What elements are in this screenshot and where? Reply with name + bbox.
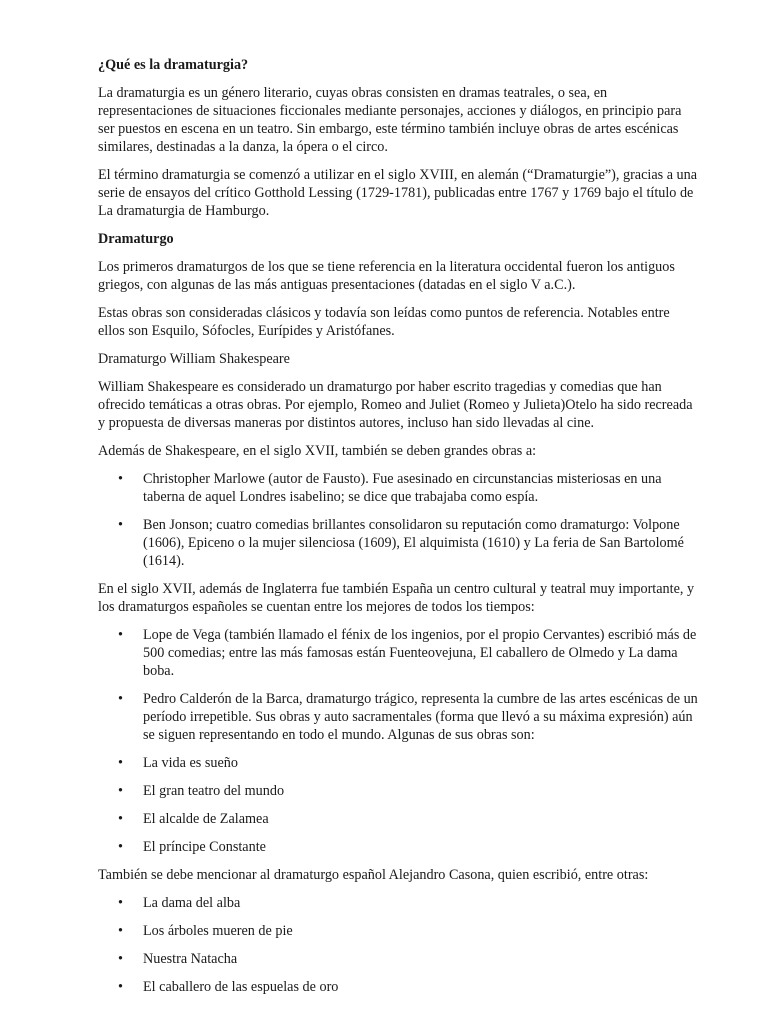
list-item: • Christopher Marlowe (autor de Fausto). Fue asesinado en circunstancias misteriosas en una taberna de aquel Londres isabelino; se dice que trabajaba como espía. xyxy=(98,470,698,506)
list-espanoles xyxy=(98,626,698,856)
list-casona xyxy=(98,894,698,996)
list-item: • El príncipe Constante xyxy=(98,838,698,856)
paragraph-shakespeare: William Shakespeare es considerado un dramaturgo por haber escrito tragedias y comedias que han ofrecido temáticas a otras obras. Por ejemplo, Romeo and Juliet (Romeo y Julieta)Otelo ha sido recreada y propuesta de diversas maneras por distintos autores, incluso han sido llevadas al cine. xyxy=(98,379,693,431)
list-ingleses xyxy=(98,470,698,570)
list-item: • Ben Jonson; cuatro comedias brillantes consolidaron su reputación como dramaturgo: Volpone (1606), Epiceno o la mujer silenciosa (1609), El alquimista (1610) y La feria de San Bartolomé (1614). xyxy=(98,516,698,570)
list-item: • La dama del alba xyxy=(98,894,698,912)
paragraph-shakespeare-title: Dramaturgo William Shakespeare xyxy=(98,351,290,367)
paragraph-clasicos: Estas obras son consideradas clásicos y todavía son leídas como puntos de referencia. Notables entre ellos son Esquilo, Sófocles, Eurípides y Aristófanes. xyxy=(98,305,670,339)
list-item: • El gran teatro del mundo xyxy=(98,782,698,800)
paragraph-casona: También se debe mencionar al dramaturgo español Alejandro Casona, quien escribió, entre otras: xyxy=(98,867,649,883)
heading-dramaturgo: Dramaturgo xyxy=(98,231,174,247)
list-item: • La vida es sueño xyxy=(98,754,698,772)
list-item: • El caballero de las espuelas de oro xyxy=(98,978,698,996)
list-item: • Los árboles mueren de pie xyxy=(98,922,698,940)
heading-que-es-dramaturgia: ¿Qué es la dramaturgia? xyxy=(98,57,249,73)
paragraph-espana: En el siglo XVII, además de Inglaterra fue también España un centro cultural y teatral muy importante, y los dramaturgos españoles se cuentan entre los mejores de todos los tiempos: xyxy=(98,581,695,615)
paragraph-origen-termino: El término dramaturgia se comenzó a utilizar en el siglo XVIII, en alemán (“Dramaturgie”), gracias a una serie de ensayos del crítico Gotthold Lessing (1729-1781), publicadas entre 1767 y 1769 bajo el título de La dramaturgia de Hamburgo. xyxy=(98,167,698,219)
list-item: • Lope de Vega (también llamado el fénix de los ingenios, por el propio Cervantes) escribió más de 500 comedias; entre las más famosas están Fuenteovejuna, El caballero de Olmedo y La dama boba. xyxy=(98,626,698,680)
paragraph-griegos: Los primeros dramaturgos de los que se tiene referencia en la literatura occidental fueron los antiguos griegos, con algunas de las más antiguas presentaciones (datadas en el siglo V a.C.). xyxy=(98,259,675,293)
paragraph-siglo-xvii: Además de Shakespeare, en el siglo XVII, también se deben grandes obras a: xyxy=(98,443,537,459)
list-item: • Nuestra Natacha xyxy=(98,950,698,968)
list-item: • El alcalde de Zalamea xyxy=(98,810,698,828)
list-item: • Pedro Calderón de la Barca, dramaturgo trágico, representa la cumbre de las artes escénicas de un período irrepetible. Sus obras y auto sacramentales (forma que llevó a su máxima expresión) aún se siguen representando en todo el mundo. Algunas de sus obras son: xyxy=(98,690,698,744)
paragraph-definicion: La dramaturgia es un género literario, cuyas obras consisten en dramas teatrales, o sea, en representaciones de situaciones ficcionales mediante personajes, acciones y diálogos, en principio para ser puestos en escena en un teatro. Sin embargo, este término también incluye obras de artes escénicas similares, destinadas a la danza, la ópera o el circo. xyxy=(98,85,682,155)
